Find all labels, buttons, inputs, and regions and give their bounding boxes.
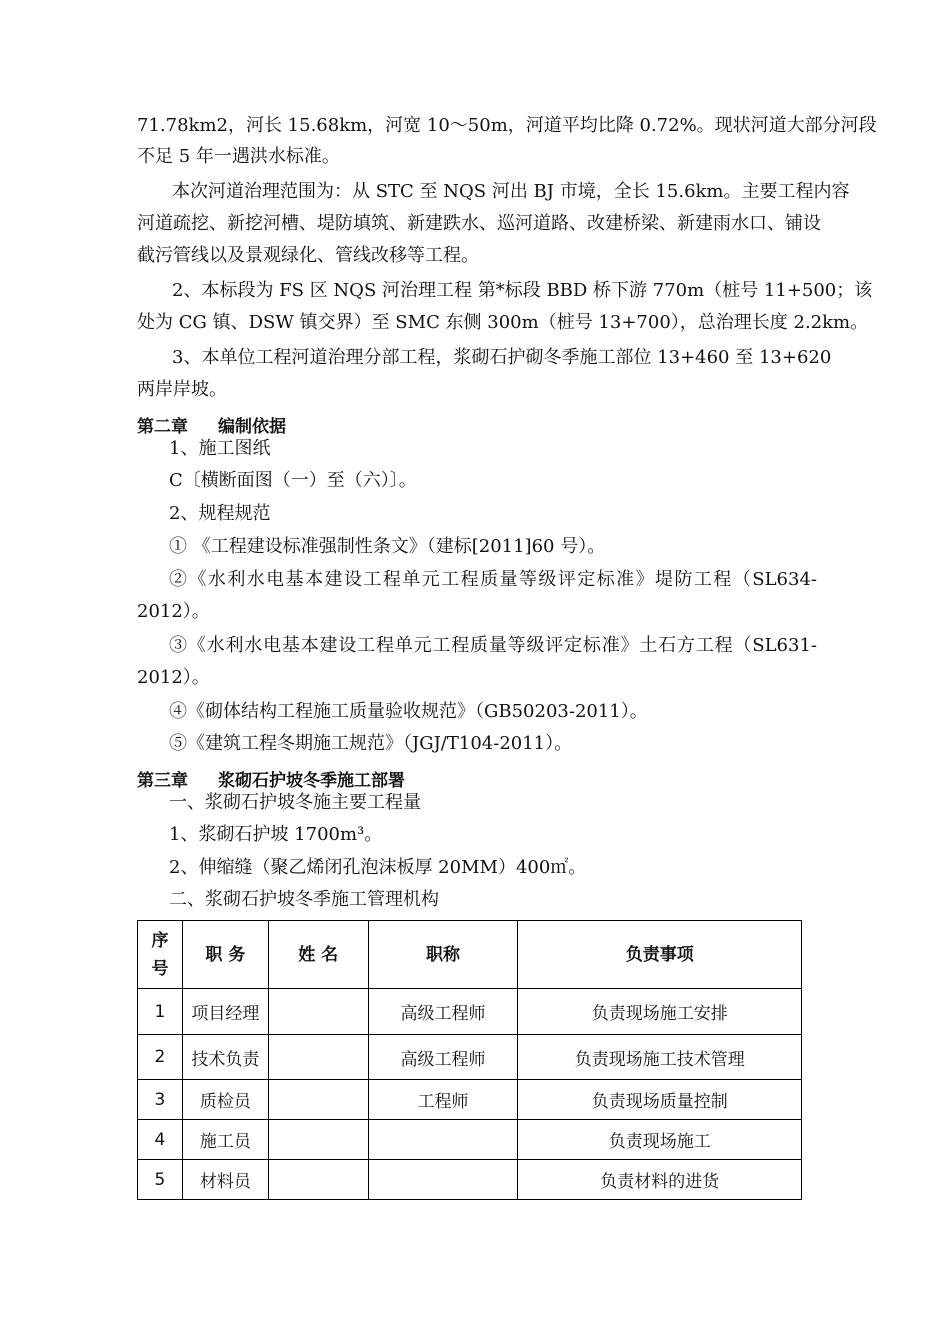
scope-paragraph-line: 截污管线以及景观绿化、管线改移等工程。 [137,245,479,266]
quantity-item: 2、伸缩缝（聚乙烯闭孔泡沫板厚 20MM）400㎡。 [169,857,587,878]
winter-work-paragraph-line: 两岸岸坡。 [137,379,227,400]
section-paragraph-line: 处为 CG 镇、DSW 镇交界）至 SMC 东侧 300m（桩号 13+700），总治理长度 2.2km。 [137,312,869,333]
winter-work-paragraph-line: 3、本单位工程河道治理分部工程，浆砌石护砌冬季施工部位 13+460 至 13+620 [172,347,832,368]
row-no: 4 [138,1120,183,1160]
quantity-item: 1、浆砌石护坡 1700m³。 [169,824,383,845]
reference-item: ②《水利水电基本建设工程单元工程质量等级评定标准》堤防工程（SL634- [169,569,817,590]
list-item: 1、施工图纸 [169,438,271,459]
chapter-number: 第二章 [137,417,188,437]
row-name [268,1080,368,1120]
section-heading: 二、浆砌石护坡冬季施工管理机构 [169,889,439,910]
list-item: 2、规程规范 [169,503,271,524]
header-title: 职称 [368,921,518,989]
row-title: 高级工程师 [368,989,518,1035]
table-row [138,1080,802,1120]
row-duty: 负责材料的进货 [518,1160,802,1200]
row-name [268,1035,368,1080]
table-row [138,1035,802,1080]
chapter-title: 编制依据 [218,417,286,437]
row-no: 3 [138,1080,183,1120]
list-item-text: C〔横断面图（一）至（六）〕。 [169,470,417,491]
reference-item: ① 《工程建设标准强制性条文》（建标[2011]60 号）。 [169,536,606,557]
header-position: 职 务 [182,921,268,989]
reference-item: ④《砌体结构工程施工质量验收规范》（GB50203-2011）。 [169,701,648,722]
row-position: 施工员 [182,1120,268,1160]
row-name [268,1120,368,1160]
reference-item: ③《水利水电基本建设工程单元工程质量等级评定标准》土石方工程（SL631- [169,635,817,656]
chapter-title: 浆砌石护坡冬季施工部署 [218,771,405,791]
chapter-number: 第三章 [137,771,188,791]
reference-item-continued: 2012）。 [137,667,210,688]
row-title [368,1160,518,1200]
chapter-3-heading [137,769,817,793]
row-no: 2 [138,1035,183,1080]
scope-paragraph-line: 河道疏挖、新挖河槽、堤防填筑、新建跌水、巡河道路、改建桥梁、新建雨水口、铺设 [137,213,821,234]
section-heading: 一、浆砌石护坡冬施主要工程量 [169,792,421,813]
row-duty: 负责现场施工安排 [518,989,802,1035]
management-table [137,920,802,1200]
row-duty: 负责现场施工 [518,1120,802,1160]
row-title [368,1120,518,1160]
row-no: 1 [138,989,183,1035]
row-position: 质检员 [182,1080,268,1120]
header-name: 姓 名 [268,921,368,989]
row-no: 5 [138,1160,183,1200]
table-header-row [138,921,802,989]
header-duty: 负责事项 [518,921,802,989]
row-name [268,989,368,1035]
intro-paragraph-line: 71.78km2，河长 15.68km，河宽 10～50m，河道平均比降 0.72%。现状河道大部分河段 [137,115,877,136]
intro-paragraph-line: 不足 5 年一遇洪水标准。 [137,146,340,167]
section-paragraph-line: 2、本标段为 FS 区 NQS 河治理工程 第*标段 BBD 桥下游 770m（桩号 11+500；该 [172,280,873,301]
row-title: 工程师 [368,1080,518,1120]
row-duty: 负责现场质量控制 [518,1080,802,1120]
reference-item-continued: 2012）。 [137,601,210,622]
reference-item: ⑤《建筑工程冬期施工规范》（JGJ/T104-2011）。 [169,733,573,754]
row-position: 材料员 [182,1160,268,1200]
row-title: 高级工程师 [368,1035,518,1080]
scope-paragraph-line: 本次河道治理范围为：从 STC 至 NQS 河出 BJ 市境，全长 15.6km。主要工程内容 [172,181,850,202]
row-duty: 负责现场施工技术管理 [518,1035,802,1080]
table-row [138,1160,802,1200]
table-row [138,1120,802,1160]
row-position: 技术负责 [182,1035,268,1080]
chapter-2-heading [137,415,817,439]
row-position: 项目经理 [182,989,268,1035]
row-name [268,1160,368,1200]
header-no: 序 号 [138,921,183,989]
table-row [138,989,802,1035]
